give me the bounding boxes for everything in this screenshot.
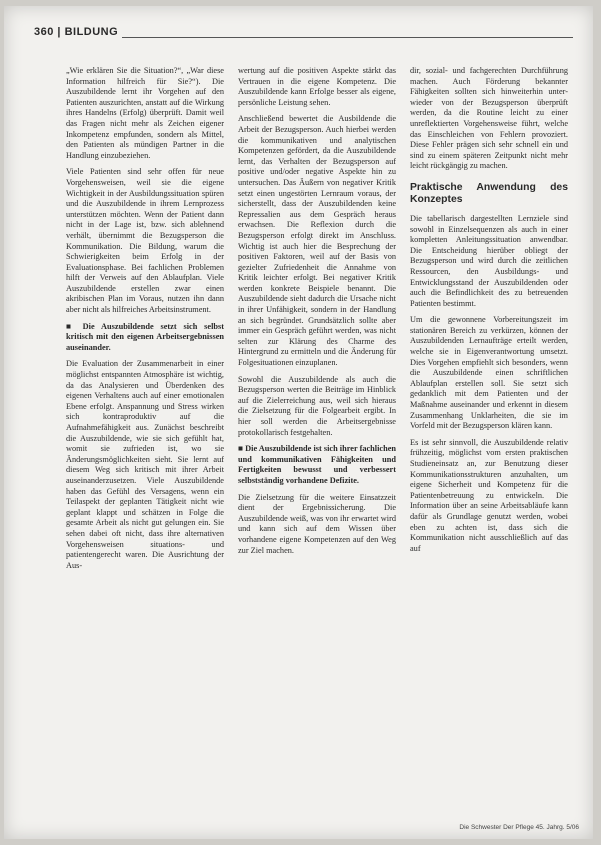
paragraph: Um die gewonnene Vorbereitungszeit im stationären Bereich zu verkürzen, können der Auszubildenden Lernaufträge erteilt werden, welche sie in Eigenverantwortung umsetzt. Dies Vorgehen empfiehlt sich besonders, wenn die Auszubildende einen schriftlichen Ablaufplan erstellen soll. Sie setzt sich gedanklich mit dem Patienten und der Maßnahme auseinander und erkennt in diesem Zusammenhang Unklarheiten, die sie im Vorfeld mit der Bezugsperson klären kann. [410, 315, 568, 431]
page-number: 360 [34, 26, 54, 38]
paragraph: „Wie erklären Sie die Situation?“, „War diese Information hilfreich für Sie?“). Die Auszubildende lernt ihr Vorgehen auf den Patienten auszurichten, anstatt auf die Wirkung ihres Handelns (Erfolg) überprüft. Damit weil das Fragen nicht mehr als Zeichen eigener Inkompetenz empfunden, sondern als Mittel, den Patienten als mündigen Partner in die Handlung einzubeziehen. [66, 66, 224, 160]
header-rule [122, 37, 573, 38]
learning-goal-bullet: ■ Die Auszubildende ist sich ihrer fachlichen und kommunikativen Fähigkeiten und Fertigkeiten bewusst und verbessert selbstständig vorhandene Defizite. [238, 444, 396, 485]
paragraph: dir, sozial- und fachgerechten Durchführung machen. Auch Förderung bekannter Fähigkeiten sollten sich hinweiterhin unter- wieder von der Bezugsperson überprüft werden, da die Routine leicht zu einer unreflektierten Vorgehensweise führt, welche das Einschleichen von Fehlern provoziert. Diese Fehler prägen sich sehr schnell ein und sind zu einem späteren Zeitpunkt nicht mehr leicht rückgängig zu machen. [410, 66, 568, 171]
paragraph: Die Zielsetzung für die weitere Einsatzzeit dient der Ergebnissicherung. Die Auszubildende weiß, was von ihr erwartet wird und kann sich auf dem Wissen über vorhandene eigene Kompetenzen auf den Weg zur Ziel machen. [238, 492, 396, 555]
section-title: BILDUNG [64, 26, 119, 38]
text-column-3 [410, 66, 568, 766]
text-column-1 [66, 66, 224, 836]
learning-goal-bullet: ■ Die Auszubildende setzt sich selbst kritisch mit den eigenen Arbeitsergebnissen auseinander. [66, 321, 224, 352]
document-page [4, 6, 593, 839]
header-separator: | [57, 26, 61, 38]
paragraph: Die Evaluation der Zusammenarbeit in einer möglichst entspannten Atmosphäre ist wichtig, da das Analysieren und Überdenken des eigenen Verhaltens auch auf einer emotionalen Ebene erfolgt. Anspannung und Stress wirken sich kontraproduktiv auf die Aufnahmefähigkeit aus. Zunächst beschreibt die Auszubildende, wie sie sich gefühlt hat, womit sie zufrieden ist, wo sie Änderungsmöglichkeiten sieht. Sie lernt auf diesem Weg sich kritisch mit ihrer Arbeit auseinanderzusetzen. Viele Auszubildende haben das Gefühl des Versagens, wenn ein Teilaspekt der geplanten Tätigkeit nicht wie geplant klappt und schätzen in Folge die gesamte Arbeit als nicht gut gelungen ein. Sie sehen dabei oft nicht, dass ihre alternativen Vorgehensweisen situations- und patientengerecht waren. Die Ausrichtung der Aus- [66, 359, 224, 570]
paragraph: Viele Patienten sind sehr offen für neue Vorgehensweisen, weil sie die eigene Wichtigkeit in der Ausbildungssituation spüren und die Auszubildende in ihrem Lernprozess unterstützen möchten. Wenn der Patient dann nicht in der Lage ist, bzw. sich ablehnend verhält, übernimmt die Bezugsperson die Kommunikation. Die Bildung, warum die Schwierigkeiten beim Erfolg in der Evaluationsphase. Bei fachlichen Problemen hilft der Verweis auf den Ablaufplan. Viele Auszubildende erstellen zwar einen akribischen Plan im Voraus, nutzen ihn dann aber nicht als hilfreiches Arbeitsinstrument. [66, 167, 224, 315]
page-footer: Die Schwester Der Pflege 45. Jahrg. 5/06 [459, 824, 579, 831]
paragraph: Die tabellarisch dargestellten Lernziele sind sowohl in Einzelsequenzen als auch in einer kompletten Anleitungssituation anwendbar. Die Entscheidung hierüber obliegt der Bezugsperson und wird durch die zeitlichen Ressourcen, den Ausbildungs- und Entwicklungsstand der Auszubildenden oder auch die Befindlichkeit des zu betreuenden Patienten bestimmt. [410, 213, 568, 308]
paragraph: Sowohl die Auszubildende als auch die Bezugsperson werten die Beiträge im Hinblick auf die Zielerreichung aus, weil sich hieraus die Zielsetzung für die Folgearbeit ergibt. In hier soll werden die Arbeitsergebnisse protokollarisch festgehalten. [238, 374, 396, 437]
page-header [34, 26, 573, 44]
text-column-2 [238, 66, 396, 836]
section-heading: Praktische Anwendung des Konzeptes [410, 181, 568, 205]
paragraph: Anschließend bewertet die Ausbildende die Arbeit der Bezugsperson. Auch hierbei werden die kommunikativen und analytischen Kompetenzen gefördert, da die Auszubildende lernt, das Verhalten der Bezugsperson auf positive und/oder negative Aspekte hin zu untersuchen. Das Äußern von negativer Kritik setzt einen ungestörten Lernraum voraus, der sicherstellt, dass der Auszubildenden keine Repressalien aus dem Gespräch heraus erwachsen. Die Reflexion durch die Bezugsperson erfolgt direkt im Anschluss. Wichtig ist auch hier die Besprechung der positiven Faktoren, weil auf der Basis von gezielter Zufriedenheit die Annahme von Kritik leichter erfolgt. Bei negativer Kritik werden konkrete Beispiele benannt. Die Auszubildende sieht dadurch die Ursache nicht in ihrer Unfähigkeit, sondern in der Handlung an sich begründet. Grundsätzlich sollte aber immer ein Gespräch geführt werden, was nicht selten zur Klärung des Charme des Hintergrund zu ermitteln und die Änderung für Folgesituationen einzuplanen. [238, 114, 396, 368]
paragraph: Es ist sehr sinnvoll, die Auszubildende relativ frühzeitig, möglichst vom ersten praktischen Studieneinsatz an, zur Benutzung dieser Kommunikationsstrukturen anzuhalten, um eigene Sicherheit und Kompetenz für die Patientenbetreuung zu entwickeln. Die Information über an seine Arbeitsabläufe kann dafür als Grundlage genutzt werden, wobei eben zu achten ist, dass sich die Kommunikation nicht ausschließlich auf das auf [410, 437, 568, 553]
paragraph: wertung auf die positiven Aspekte stärkt das Vertrauen in die eigene Kompetenz. Die Auszubildende kann Erfolge besser als eigene, persönliche Leistung sehen. [238, 66, 396, 107]
